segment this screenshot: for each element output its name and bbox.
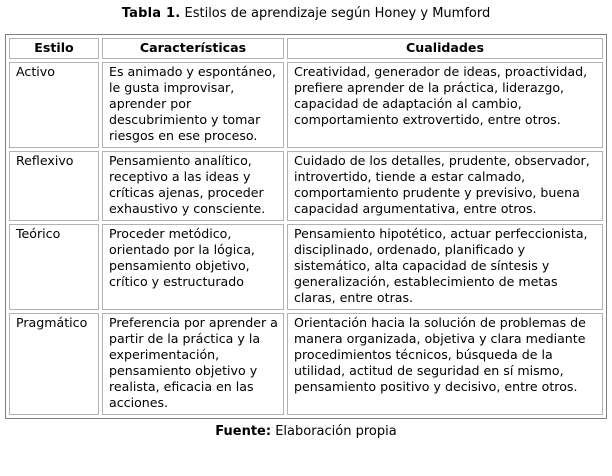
cell-cualidades: Creatividad, generador de ideas, proactividad, prefiere aprender de la práctica, liderazgo, capacidad de adaptación al cambio, comportamiento extrovertido, entre otros. — [287, 62, 603, 148]
cell-cualidades: Pensamiento hipotético, actuar perfeccionista, disciplinado, ordenado, planificado y sistemático, alta capacidad de síntesis y generalización, establecimiento de metas claras, entre otras. — [287, 224, 603, 310]
cell-cualidades: Cuidado de los detalles, prudente, observador, introvertido, tiende a estar calmado, comportamiento prudente y previsivo, buena capacidad argumentativa, entre otros. — [287, 151, 603, 221]
column-header-cualidades: Cualidades — [287, 38, 603, 59]
table-row-activo — [9, 62, 603, 148]
source-note-text: Elaboración propia — [275, 424, 397, 439]
cell-estilo: Activo — [9, 62, 99, 148]
table-caption — [5, 6, 607, 22]
cell-estilo: Teórico — [9, 224, 99, 310]
table-row-pragmatico — [9, 313, 603, 415]
cell-caracteristicas: Pensamiento analítico, receptivo a las ideas y críticas ajenas, proceder exhaustivo y consciente. — [102, 151, 284, 221]
table-row-reflexivo — [9, 151, 603, 221]
cell-estilo: Pragmático — [9, 313, 99, 415]
table-row-teorico — [9, 224, 603, 310]
source-note-label: Fuente: — [215, 424, 272, 439]
column-header-estilo: Estilo — [9, 38, 99, 59]
cell-caracteristicas: Proceder metódico, orientado por la lógica, pensamiento objetivo, crítico y estructurado — [102, 224, 284, 310]
learning-styles-table — [5, 34, 607, 419]
cell-caracteristicas: Es animado y espontáneo, le gusta improvisar, aprender por descubrimiento y tomar riesgos en ese proceso. — [102, 62, 284, 148]
cell-estilo: Reflexivo — [9, 151, 99, 221]
header-row — [9, 38, 603, 59]
table-caption-label: Tabla 1. — [121, 6, 181, 21]
table-caption-text: Estilos de aprendizaje según Honey y Mumford — [184, 6, 491, 21]
column-header-caracteristicas: Características — [102, 38, 284, 59]
cell-caracteristicas: Preferencia por aprender a partir de la práctica y la experimentación, pensamiento objetivo y realista, eficacia en las acciones. — [102, 313, 284, 415]
cell-cualidades: Orientación hacia la solución de problemas de manera organizada, objetiva y clara mediante procedimientos técnicos, búsqueda de la utilidad, actitud de seguridad en sí mismo, pensamiento positivo y decisivo, entre otros. — [287, 313, 603, 415]
source-note — [5, 424, 607, 440]
